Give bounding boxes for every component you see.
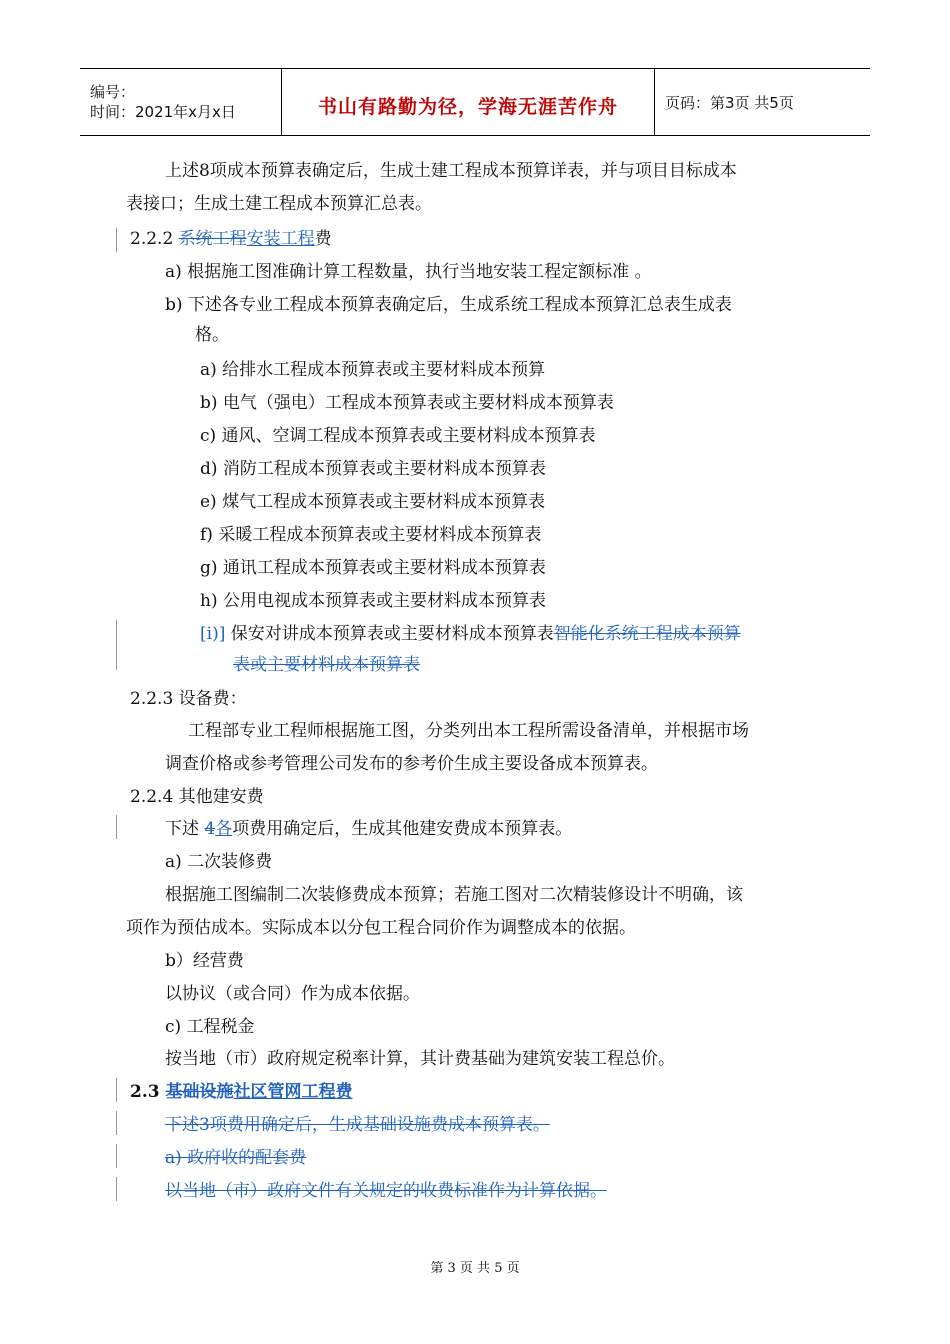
deleted-paragraph: 以当地（市）政府文件有关规定的收费标准作为计算依据。: [165, 1181, 607, 1201]
list-item-i: [200, 623, 741, 645]
deleted-text: 基础设施: [165, 1082, 234, 1102]
inserted-text: 安装工程: [246, 229, 315, 249]
section-2-3-heading: [130, 1081, 353, 1103]
header-left-cell: [80, 69, 281, 135]
s224-intro-pre: 下述: [165, 819, 205, 839]
s223-para-line1: 工程部专业工程师根据施工图，分类列出本工程所需设备清单，并根据市场: [188, 721, 749, 741]
section-2-2-3-heading: 2.2.3 设备费：: [130, 689, 247, 709]
header-time-label: 时间：2021年x月x日: [90, 103, 236, 121]
section-number: 2.2.2: [130, 229, 179, 249]
list-item: e) 煤气工程成本预算表或主要材料成本预算表: [200, 492, 546, 512]
header-number-label: 编号：: [90, 83, 136, 101]
change-bar: [116, 1078, 117, 1102]
s223-para-line2: 调查价格或参考管理公司发布的参考价生成主要设备成本预算表。: [165, 754, 658, 774]
inserted-text: 各: [215, 819, 233, 839]
list-item: d) 消防工程成本预算表或主要材料成本预算表: [200, 459, 546, 479]
change-bar: [116, 815, 117, 839]
change-bar: [116, 1144, 117, 1168]
s222-item-b-line2: 格。: [195, 325, 229, 345]
list-item: g) 通讯工程成本预算表或主要材料成本预算表: [200, 558, 546, 578]
deleted-item-a: a) 政府收的配套费: [165, 1148, 307, 1168]
list-item: h) 公用电视成本预算表或主要材料成本预算表: [200, 591, 546, 611]
s224-item-c-para: 按当地（市）政府规定税率计算，其计费基础为建筑安装工程总价。: [165, 1049, 675, 1069]
s224-item-a: a) 二次装修费: [165, 852, 273, 872]
list-item: c) 通风、空调工程成本预算表或主要材料成本预算表: [200, 426, 596, 446]
page-footer: 第 3 页 共 5 页: [430, 1261, 520, 1276]
change-bar: [116, 1177, 117, 1201]
s224-item-b-para: 以协议（或合同）作为成本依据。: [165, 984, 420, 1004]
inserted-list-marker: [i)]: [200, 624, 226, 644]
list-item: b) 电气（强电）工程成本预算表或主要材料成本预算表: [200, 393, 614, 413]
list-item: a) 给排水工程成本预算表或主要材料成本预算: [200, 360, 546, 380]
change-bar: [116, 620, 117, 670]
inserted-text: 社区管网工程费: [233, 1082, 353, 1102]
s222-item-a: a) 根据施工图准确计算工程数量，执行当地安装工程定额标准 。: [165, 262, 652, 282]
intro-line-2: 表接口；生成土建工程成本预算汇总表。: [126, 194, 432, 214]
header-page-info: 页码：第3页 共5页: [665, 93, 794, 112]
s224-item-c: c) 工程税金: [165, 1017, 255, 1037]
list-item-i-line2: [233, 654, 420, 676]
s224-item-a-para-line2: 项作为预估成本。实际成本以分包工程合同价作为调整成本的依据。: [126, 918, 636, 938]
intro-line-1: 上述8项成本预算表确定后，生成土建工程成本预算详表，并与项目目标成本: [165, 161, 737, 181]
deleted-text: 系统工程: [178, 229, 247, 249]
heading-tail: 费: [314, 229, 332, 249]
change-bar: [116, 228, 117, 252]
deleted-text: 表或主要材料成本预算表: [233, 655, 420, 675]
list-item: f) 采暖工程成本预算表或主要材料成本预算表: [200, 525, 542, 545]
deleted-text: 智能化系统工程成本预算: [553, 624, 741, 644]
s224-item-a-para-line1: 根据施工图编制二次装修费成本预算；若施工图对二次精装修设计不明确，该: [165, 885, 743, 905]
deleted-paragraph: 下述3项费用确定后，生成基础设施费成本预算表。: [165, 1115, 550, 1135]
deleted-text: 4: [204, 819, 216, 839]
s222-item-b-line1: b) 下述各专业工程成本预算表确定后，生成系统工程成本预算汇总表生成表: [165, 295, 732, 315]
list-item-i-text: 保安对讲成本预算表或主要材料成本预算表: [225, 624, 554, 644]
section-number: 2.3: [130, 1082, 166, 1102]
header-center-cell: [281, 69, 655, 135]
s224-intro: [165, 818, 572, 840]
section-2-2-4-heading: 2.2.4 其他建安费: [130, 787, 264, 807]
section-2-2-2-heading: [130, 228, 332, 250]
change-bar: [116, 1111, 117, 1135]
page-header: [80, 68, 870, 136]
header-motto: 书山有路勤为径，学海无涯苦作舟: [317, 95, 618, 118]
s224-item-b: b）经营费: [165, 951, 244, 971]
header-right-cell: [655, 69, 870, 135]
s224-intro-post: 项费用确定后，生成其他建安费成本预算表。: [232, 819, 573, 839]
